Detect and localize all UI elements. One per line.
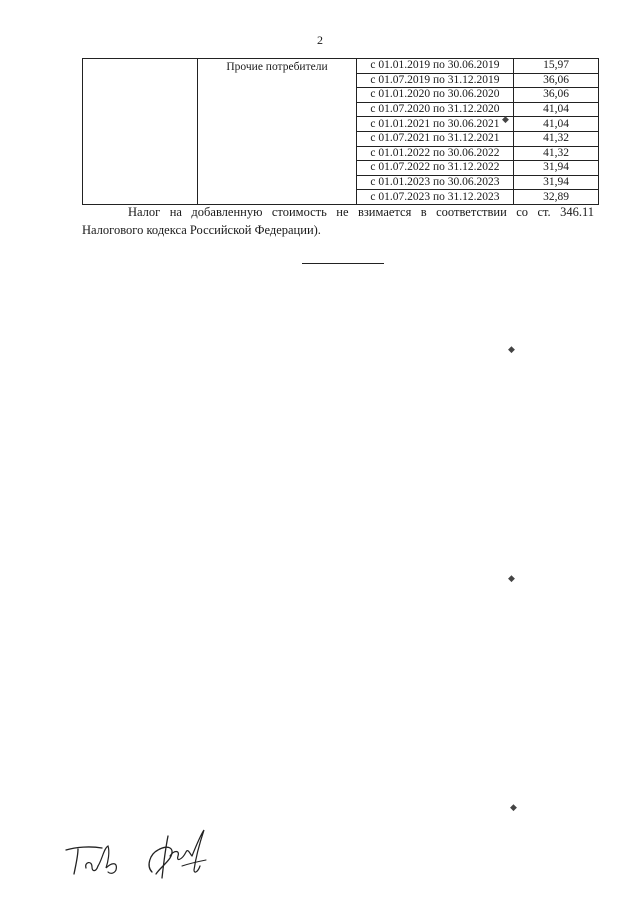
value-cell: 15,97 (514, 59, 599, 74)
blank-cell (83, 59, 198, 205)
page-number: 2 (317, 33, 323, 47)
period-cell: с 01.07.2019 по 31.12.2019 (357, 73, 514, 88)
value-cell: 41,32 (514, 146, 599, 161)
period-cell: с 01.01.2022 по 30.06.2022 (357, 146, 514, 161)
consumer-group-cell: Прочие потребители (198, 59, 357, 205)
separator-line (302, 263, 384, 264)
value-cell: 36,06 (514, 88, 599, 103)
scan-mark-icon: ◆ (510, 802, 517, 812)
vat-note: Налог на добавленную стоимость не взимается в соответствии со ст. 346.11 Налогового кодекса Российской Федерации). (82, 205, 594, 237)
period-cell: с 01.01.2019 по 30.06.2019 (357, 59, 514, 74)
period-cell: с 01.07.2023 по 31.12.2023 (357, 190, 514, 205)
period-cell: с 01.01.2023 по 30.06.2023 (357, 175, 514, 190)
signature-left-icon (64, 838, 136, 882)
value-cell: 41,32 (514, 131, 599, 146)
value-cell: 36,06 (514, 73, 599, 88)
value-cell: 41,04 (514, 117, 599, 132)
period-cell: с 01.07.2021 по 31.12.2021 (357, 131, 514, 146)
period-cell: с 01.01.2020 по 30.06.2020 (357, 88, 514, 103)
signature-right-icon (142, 826, 212, 884)
period-cell: с 01.01.2021 по 30.06.2021 (357, 117, 514, 132)
scan-mark-icon: ◆ (508, 573, 515, 583)
scan-mark-icon: ◆ (508, 344, 515, 354)
value-cell: 32,89 (514, 190, 599, 205)
value-cell: 31,94 (514, 161, 599, 176)
period-cell: с 01.07.2020 по 31.12.2020 (357, 102, 514, 117)
period-cell: с 01.07.2022 по 31.12.2022 (357, 161, 514, 176)
value-cell: 31,94 (514, 175, 599, 190)
value-cell: 41,04 (514, 102, 599, 117)
tariff-table-body (83, 59, 599, 205)
tariff-table (82, 58, 599, 205)
scan-mark-icon: ◆ (502, 114, 509, 124)
table-row (83, 59, 599, 74)
